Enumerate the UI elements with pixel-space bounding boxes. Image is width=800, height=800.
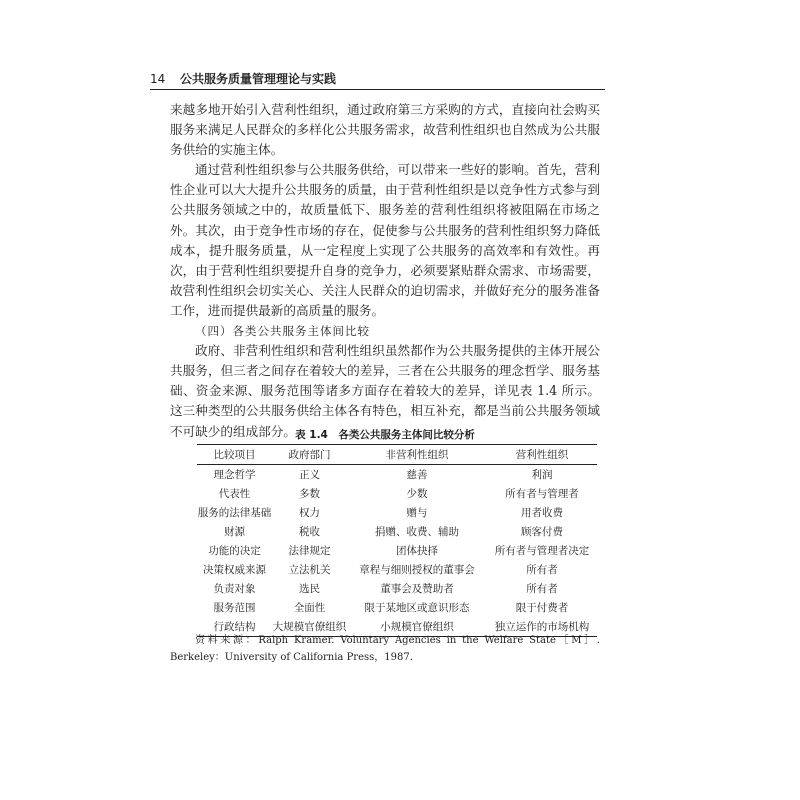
table-cell: 多数 (299, 488, 320, 500)
table-cell: 利润 (531, 469, 553, 481)
table-cell: 权力 (299, 507, 320, 519)
table-cell: 小规模官僚组织 (380, 621, 454, 633)
table-cell: 董事会及赞助者 (380, 583, 454, 595)
paragraph-continued: 来越多地开始引入营利性组织，通过政府第三方采购的方式，直接向社会购买服务来满足人民群众的多样化公共服务需求，故营利性组织也自然成为公共服务供给的实施主体。 (170, 102, 600, 158)
table-cell: 正义 (299, 469, 320, 481)
table-cell: 限于付费者 (515, 602, 569, 614)
table-cell: 章程与细则授权的董事会 (359, 564, 475, 576)
table-cell: 负责对象 (213, 583, 256, 595)
comparison-table (197, 444, 597, 637)
table-cell: 财源 (224, 526, 245, 538)
table-cell: 用者收费 (521, 507, 563, 519)
table-cell: 慈善 (406, 469, 428, 481)
table-row (197, 579, 597, 598)
paragraph-effects: 通过营利性组织参与公共服务供给，可以带来一些好的影响。首先，营利性企业可以大大提升公共服务的质量，由于营利性组织是以竞争性方式参与到公共服务领域之中的，故质量低下、服务差的营利性组织将被阻隔在市场之外。其次，由于竞争性市场的存在，促使参与公共服务的营利性组织努力降低成本，提升服务质量，从一定程度上实现了公共服务的高效率和有效性。再次，由于营利性组织要提升自身的竞争力，必须要紧贴群众需求、市场需要，故营利性组织会切实关心、关注人民群众的迫切需求，并做好充分的服务准备工作，进而提供最新的高质量的服务。 (170, 162, 600, 318)
table-row (197, 560, 597, 579)
table-cell: 独立运作的市场机构 (494, 621, 590, 633)
page-number: 14 (150, 72, 166, 86)
body-text (170, 100, 600, 442)
table-cell: 功能的决定 (208, 545, 261, 557)
running-header (150, 70, 610, 86)
table-cell: 理念哲学 (213, 469, 256, 481)
table-cell: 决策权威来源 (203, 564, 266, 576)
table-cell: 所有者 (526, 583, 558, 595)
table-cell: 立法机关 (288, 564, 331, 576)
table-cell: 所有者 (526, 564, 558, 576)
table-cell: 服务范围 (213, 602, 256, 614)
table-header-cell: 非营利性组织 (385, 449, 449, 461)
table-cell: 全面性 (293, 602, 326, 614)
table-cell: 所有者与管理者决定 (494, 545, 590, 557)
table-body (197, 465, 597, 637)
table-cell: 法律规定 (288, 545, 331, 557)
table-row (197, 541, 597, 560)
table-cell: 限于某地区或意识形态 (364, 602, 470, 614)
header-rule (150, 89, 605, 90)
table-cell: 顾客付费 (521, 526, 563, 538)
section-heading: （四）各类公共服务主体间比较 (195, 324, 370, 339)
table-cell: 服务的法律基础 (197, 507, 272, 519)
table-cell: 大规模官僚组织 (272, 621, 347, 633)
table-cell: 所有者与管理者 (505, 488, 579, 500)
book-title: 公共服务质量管理理论与实践 (180, 72, 337, 86)
table-row (197, 598, 597, 617)
table-header-cell: 比较项目 (213, 449, 256, 461)
table-cell: 行政结构 (213, 621, 256, 633)
table-cell: 捐赠、收费、辅助 (375, 526, 459, 538)
table-cell: 赠与 (406, 507, 428, 519)
table-row (197, 522, 597, 541)
table-title: 表 1.4 各类公共服务主体间比较分析 (295, 429, 475, 441)
paragraph-comparison: 政府、非营利性组织和营利性组织虽然都作为公共服务提供的主体开展公共服务，但三者之间存在着较大的差异，三者在公共服务的理念哲学、服务基础、资金来源、服务范围等诸多方面存在着较大的差异，详见表 1.4 所示。这三种类型的公共服务供给主体各有特色，相互补充，都是当前公共服务领域不可缺少的组成部分。 (170, 343, 600, 439)
table-cell: 代表性 (218, 488, 251, 500)
table-header-cell: 营利性组织 (515, 449, 569, 461)
table-row (197, 484, 597, 503)
table-row (197, 503, 597, 522)
source-note: 资料来源：Ralph Kramer. Voluntary Agencies in the Welfare State［M］. Berkeley：University of California Press，1987. (170, 635, 600, 663)
table-header-row (197, 445, 597, 465)
table-cell: 税收 (299, 526, 320, 538)
table-header-cell: 政府部门 (288, 449, 331, 461)
table-cell: 选民 (299, 583, 320, 595)
table-cell: 团体抉择 (396, 545, 438, 557)
table-cell: 少数 (406, 488, 428, 500)
table-row (197, 465, 597, 485)
